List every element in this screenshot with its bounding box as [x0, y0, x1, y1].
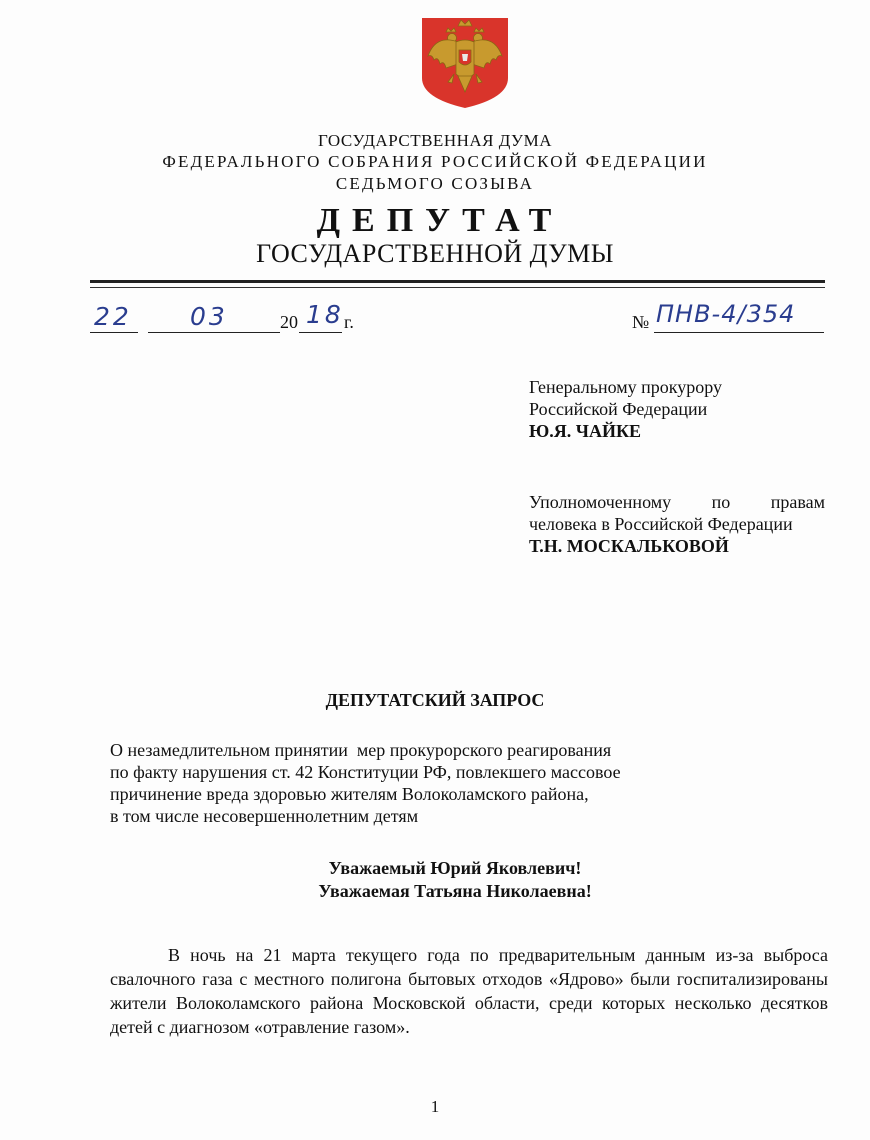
deputy-heading: ДЕПУТАТ — [316, 202, 564, 239]
addressee-2 — [529, 491, 825, 557]
date-year-prefix: 20 — [280, 312, 298, 332]
addressee-1-line-2: Российской Федерации — [529, 399, 708, 419]
addressee-1-name: Ю.Я. ЧАЙКЕ — [529, 421, 642, 441]
subject-line-3: причинение вреда здоровью жителям Волоколамского района, — [110, 784, 589, 804]
subject-line-4: в том числе несовершеннолетним детям — [110, 806, 419, 826]
addressee-2-line-2: человека в Российской Федерации — [529, 514, 793, 534]
date-month-underline — [148, 308, 280, 333]
date-year-suffix: 18 — [306, 300, 344, 329]
date-year-underline — [299, 308, 342, 333]
body-paragraph-text: В ночь на 21 марта текущего года по предварительным данным из-за выброса свалочного газа с местного полигона бытовых отходов «Ядрово» были госпитализированы жители Волоколамского района Московской области, среди которых несколько десятков детей с диагнозом «отравление газом». — [110, 945, 828, 1037]
org-line-2: ФЕДЕРАЛЬНОГО СОБРАНИЯ РОССИЙСКОЙ ФЕДЕРАЦИИ — [162, 152, 708, 171]
addressee-1-line-1: Генеральному прокурору — [529, 377, 723, 397]
body-paragraph — [110, 943, 828, 1039]
subject-line-1: О незамедлительном принятии мер прокурорского реагирования — [110, 740, 612, 760]
addressee-2-line-1: Уполномоченному по правам — [529, 492, 825, 512]
date-month: 03 — [190, 302, 228, 331]
number-label: № — [632, 312, 650, 332]
subject-line-2: по факту нарушения ст. 42 Конституции РФ, повлекшего массовое — [110, 762, 621, 782]
org-line-1: ГОСУДАРСТВЕННАЯ ДУМА — [318, 131, 552, 150]
date-year-mark: г. — [344, 312, 354, 332]
coat-of-arms-icon — [418, 16, 512, 110]
addressee-2-name: Т.Н. МОСКАЛЬКОВОЙ — [529, 536, 729, 556]
date-day-underline — [90, 308, 138, 333]
subject-block — [110, 739, 621, 827]
page-number: 1 — [430, 1097, 440, 1116]
greeting-line-1: Уважаемый Юрий Яковлевич! — [328, 858, 582, 878]
greeting — [0, 857, 870, 903]
document-number: ПНВ-4/354 — [656, 300, 796, 328]
org-line-3: СЕДЬМОГО СОЗЫВА — [335, 174, 535, 193]
greeting-line-2: Уважаемая Татьяна Николаевна! — [318, 881, 592, 901]
header-rule-thin — [90, 287, 825, 288]
header-rule-thick — [90, 280, 825, 283]
dateline — [90, 300, 830, 340]
document-title: ДЕПУТАТСКИЙ ЗАПРОС — [325, 690, 545, 710]
document-number-underline — [654, 308, 824, 333]
date-day: 22 — [94, 302, 132, 331]
addressee-1 — [529, 376, 722, 442]
deputy-subheading: ГОСУДАРСТВЕННОЙ ДУМЫ — [256, 239, 614, 268]
